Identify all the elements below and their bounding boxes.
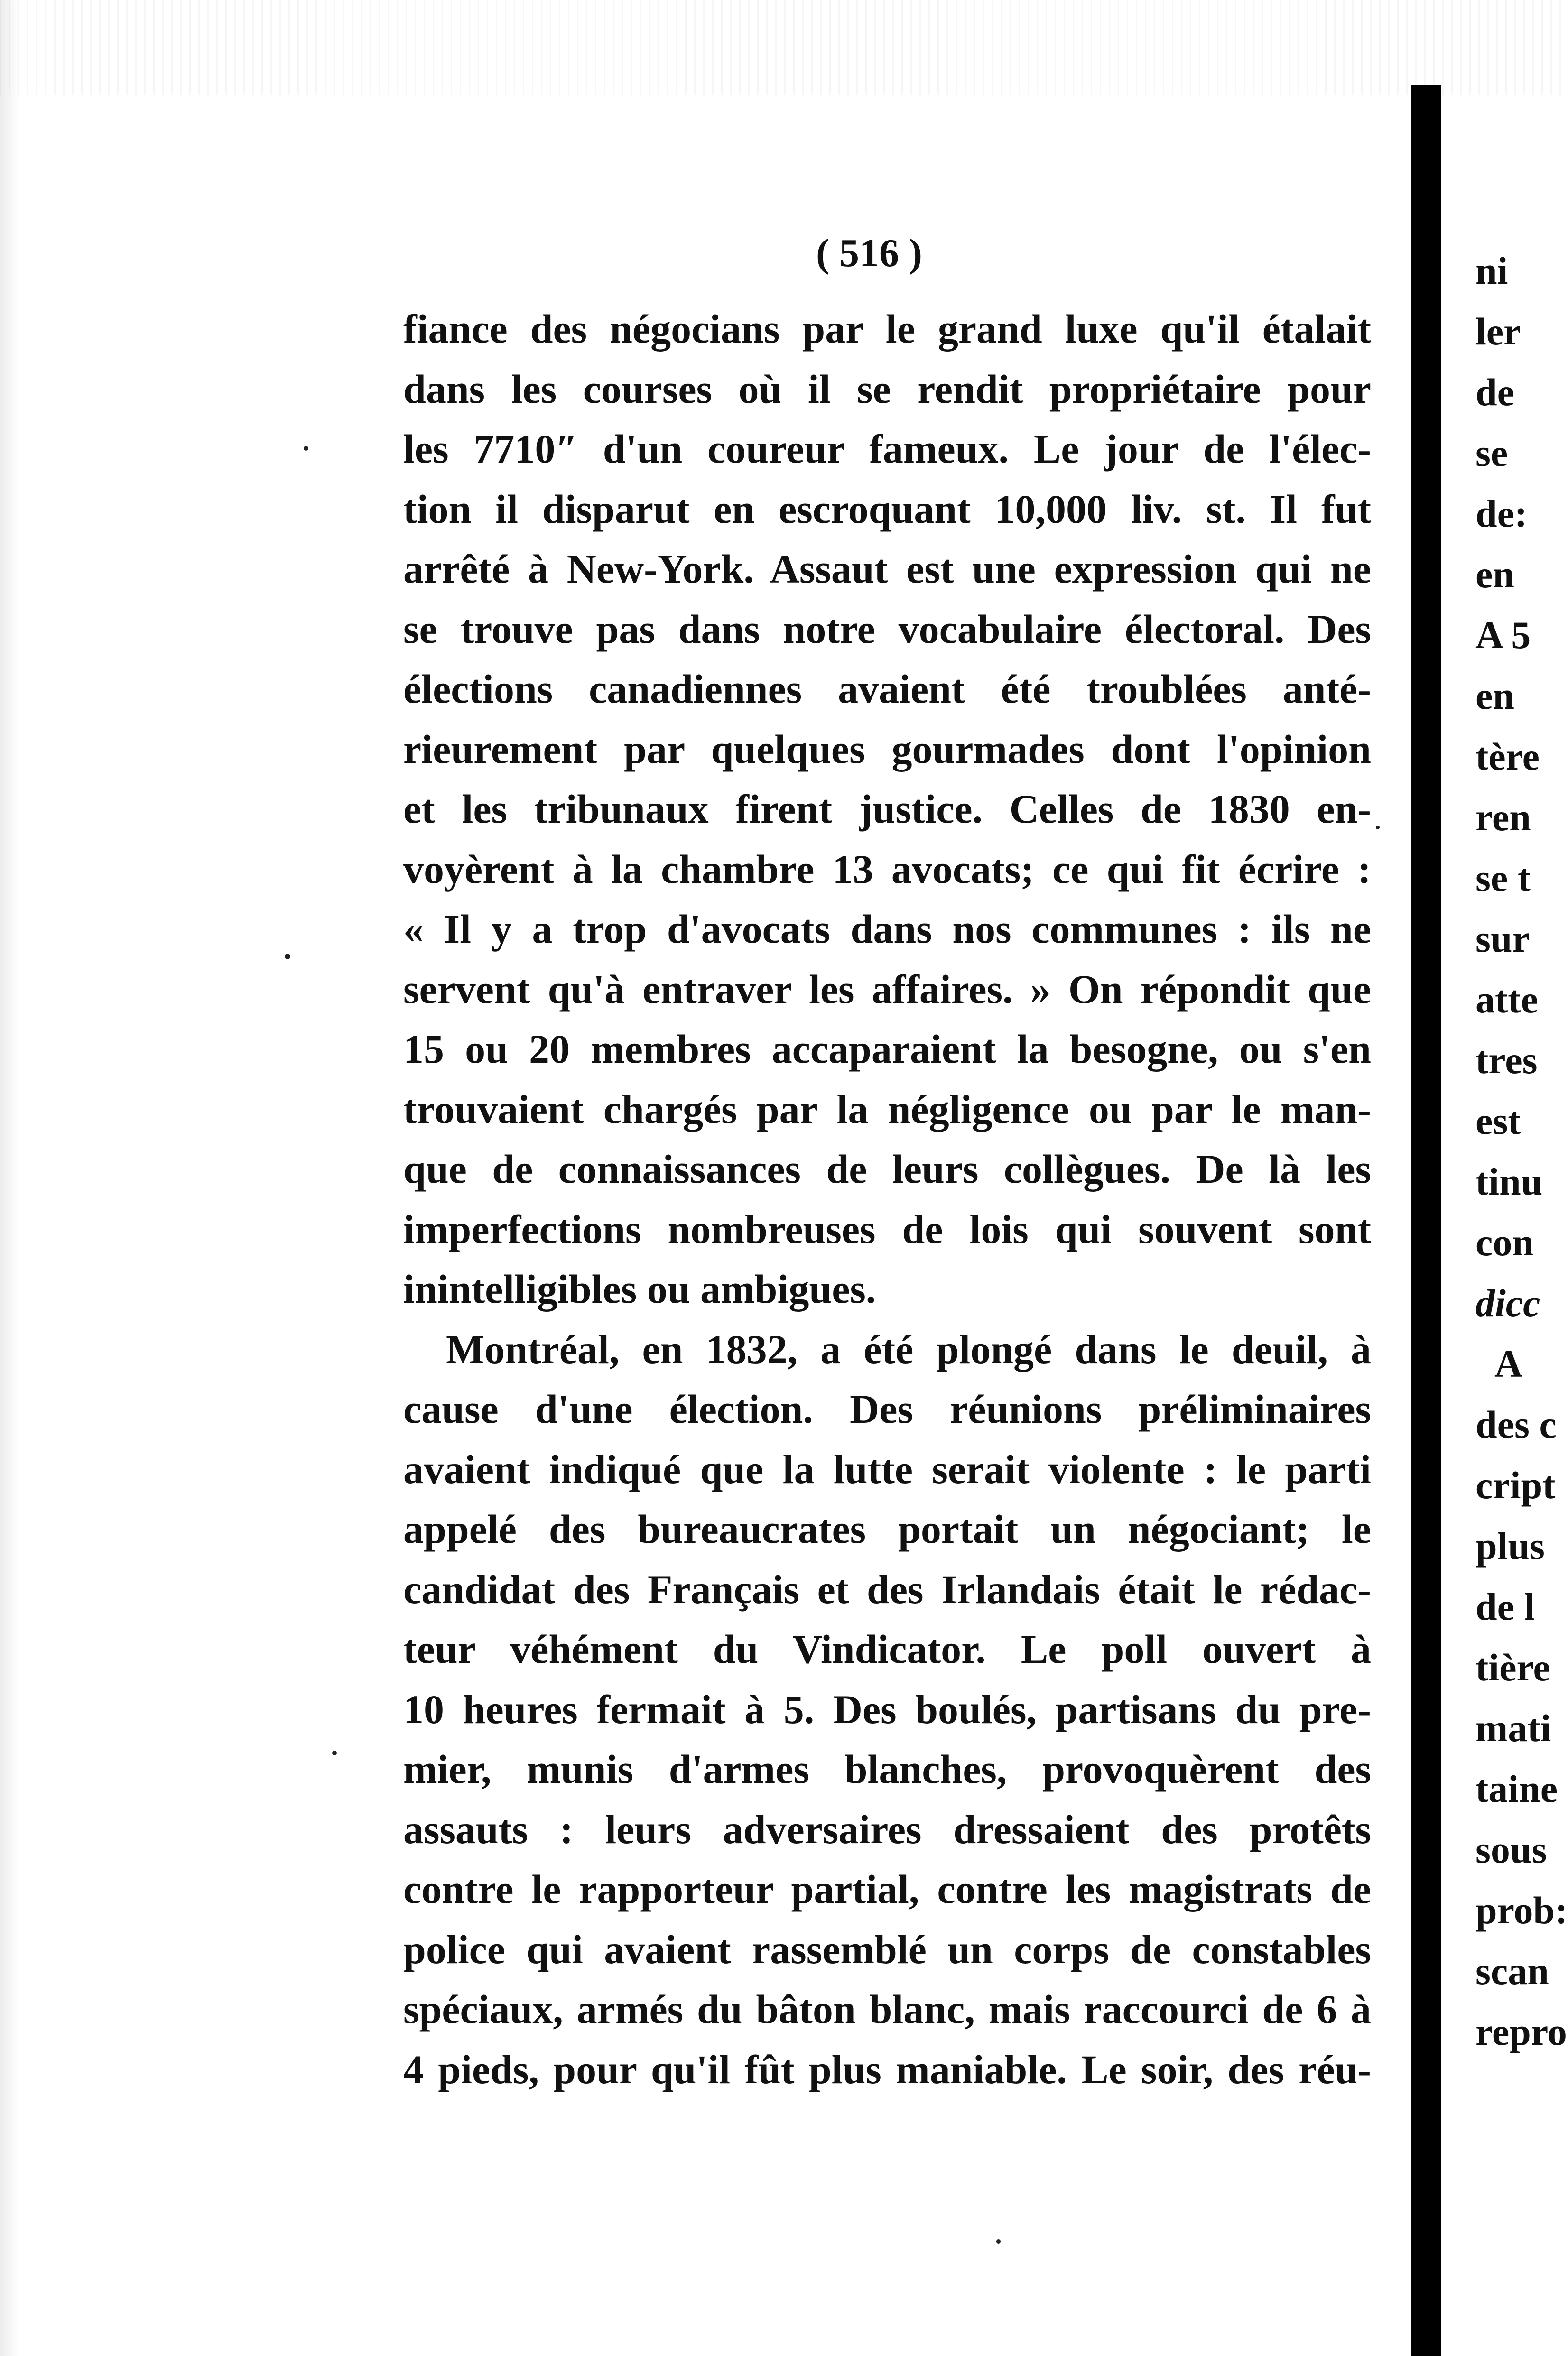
- text-line: mier, munis d'armes blanches, provoquèrent des: [403, 1746, 1371, 1792]
- facing-line: sous: [1475, 1828, 1547, 1871]
- facing-line: de: [1475, 371, 1514, 414]
- facing-line: dicc: [1475, 1281, 1540, 1325]
- text-line: que de connaissances de leurs collègues. De là les: [403, 1146, 1371, 1192]
- text-line: contre le rapporteur partial, contre les magistrats de: [403, 1866, 1371, 1912]
- scan-speck: [1376, 826, 1380, 829]
- text-line: 10 heures fermait à 5. Des boulés, partisans du pre-: [403, 1686, 1371, 1732]
- text-line: fiance des négocians par le grand luxe qu'il étalait: [403, 306, 1371, 352]
- text-line: les 7710″ d'un coureur fameux. Le jour de l'élec-: [403, 426, 1371, 472]
- text-line: dans les courses où il se rendit propriétaire pour: [403, 366, 1371, 412]
- scan-noise-top: [0, 0, 1568, 95]
- facing-line: atte: [1475, 978, 1539, 1021]
- facing-line: en: [1475, 674, 1514, 717]
- facing-line: A: [1494, 1342, 1523, 1385]
- text-line: voyèrent à la chambre 13 avocats; ce qui fit écrire :: [403, 846, 1371, 892]
- facing-line: cript: [1475, 1464, 1556, 1507]
- facing-line: repro: [1475, 2010, 1567, 2053]
- facing-line: ren: [1475, 796, 1531, 839]
- scan-speck: [332, 1751, 337, 1755]
- text-line: assauts : leurs adversaires dressaient des protêts: [403, 1806, 1371, 1852]
- facing-line: A 5: [1475, 613, 1531, 657]
- facing-line: se: [1475, 431, 1508, 474]
- scan-gutter-shadow: [1411, 85, 1441, 2356]
- page-number: ( 516 ): [816, 231, 922, 275]
- text-line: « Il y a trop d'avocats dans nos communes : ils ne: [403, 906, 1371, 952]
- text-line: 15 ou 20 membres accaparaient la besogne, ou s'en: [403, 1026, 1371, 1072]
- facing-line: de:: [1475, 492, 1528, 535]
- scan-speck: [996, 2239, 1001, 2244]
- text-line: teur véhément du Vindicator. Le poll ouvert à: [403, 1626, 1371, 1672]
- text-line: appelé des bureaucrates portait un négociant; le: [403, 1506, 1371, 1552]
- text-line: rieurement par quelques gourmades dont l'opinion: [403, 726, 1371, 772]
- text-line: cause d'une élection. Des réunions préliminaires: [403, 1386, 1371, 1432]
- text-line: candidat des Français et des Irlandais était le rédac-: [403, 1566, 1371, 1612]
- facing-line: tres: [1475, 1039, 1538, 1082]
- facing-page-fragment: [1461, 0, 1568, 2356]
- body-text: [403, 299, 1371, 2099]
- facing-line: ni: [1475, 249, 1508, 292]
- facing-line: plus: [1475, 1524, 1545, 1568]
- text-line: tion il disparut en escroquant 10,000 liv. st. Il fut: [403, 486, 1371, 532]
- facing-line: taine: [1475, 1767, 1558, 1810]
- text-line: et les tribunaux firent justice. Celles de 1830 en-: [403, 786, 1371, 832]
- text-line: spéciaux, armés du bâton blanc, mais raccourci de 6 à: [403, 1986, 1371, 2032]
- text-line: avaient indiqué que la lutte serait violente : le parti: [403, 1446, 1371, 1492]
- facing-line: scan: [1475, 1949, 1549, 1993]
- text-line: élections canadiennes avaient été troublées anté-: [403, 666, 1371, 712]
- facing-line: des c: [1475, 1403, 1557, 1446]
- facing-line: mati: [1475, 1707, 1551, 1750]
- scan-speck: [304, 446, 308, 451]
- facing-line: tinu: [1475, 1160, 1543, 1203]
- facing-line: est: [1475, 1099, 1521, 1142]
- text-line: trouvaient chargés par la négligence ou par le man-: [403, 1086, 1371, 1132]
- text-line: inintelligibles ou ambigues.: [403, 1266, 876, 1312]
- text-line: se trouve pas dans notre vocabulaire électoral. Des: [403, 606, 1371, 652]
- facing-line: prob:: [1475, 1889, 1568, 1932]
- facing-line: se t: [1475, 856, 1531, 900]
- text-line: servent qu'à entraver les affaires. » On répondit que: [403, 966, 1371, 1012]
- text-line: 4 pieds, pour qu'il fût plus maniable. Le soir, des réu-: [403, 2046, 1371, 2092]
- facing-line: en: [1475, 553, 1514, 596]
- text-line: Montréal, en 1832, a été plongé dans le deuil, à: [446, 1326, 1371, 1372]
- scan-speck: [285, 954, 290, 959]
- facing-line: ler: [1475, 310, 1521, 353]
- text-line: imperfections nombreuses de lois qui souvent sont: [403, 1206, 1371, 1252]
- facing-line: sur: [1475, 917, 1530, 960]
- facing-line: de l: [1475, 1585, 1535, 1628]
- facing-line: con: [1475, 1221, 1534, 1264]
- text-line: arrêté à New-York. Assaut est une expression qui ne: [403, 546, 1371, 592]
- facing-line: tère: [1475, 735, 1540, 778]
- facing-line: tière: [1475, 1646, 1550, 1689]
- text-line: police qui avaient rassemblé un corps de constables: [403, 1926, 1371, 1972]
- scan-noise-left: [0, 0, 19, 2356]
